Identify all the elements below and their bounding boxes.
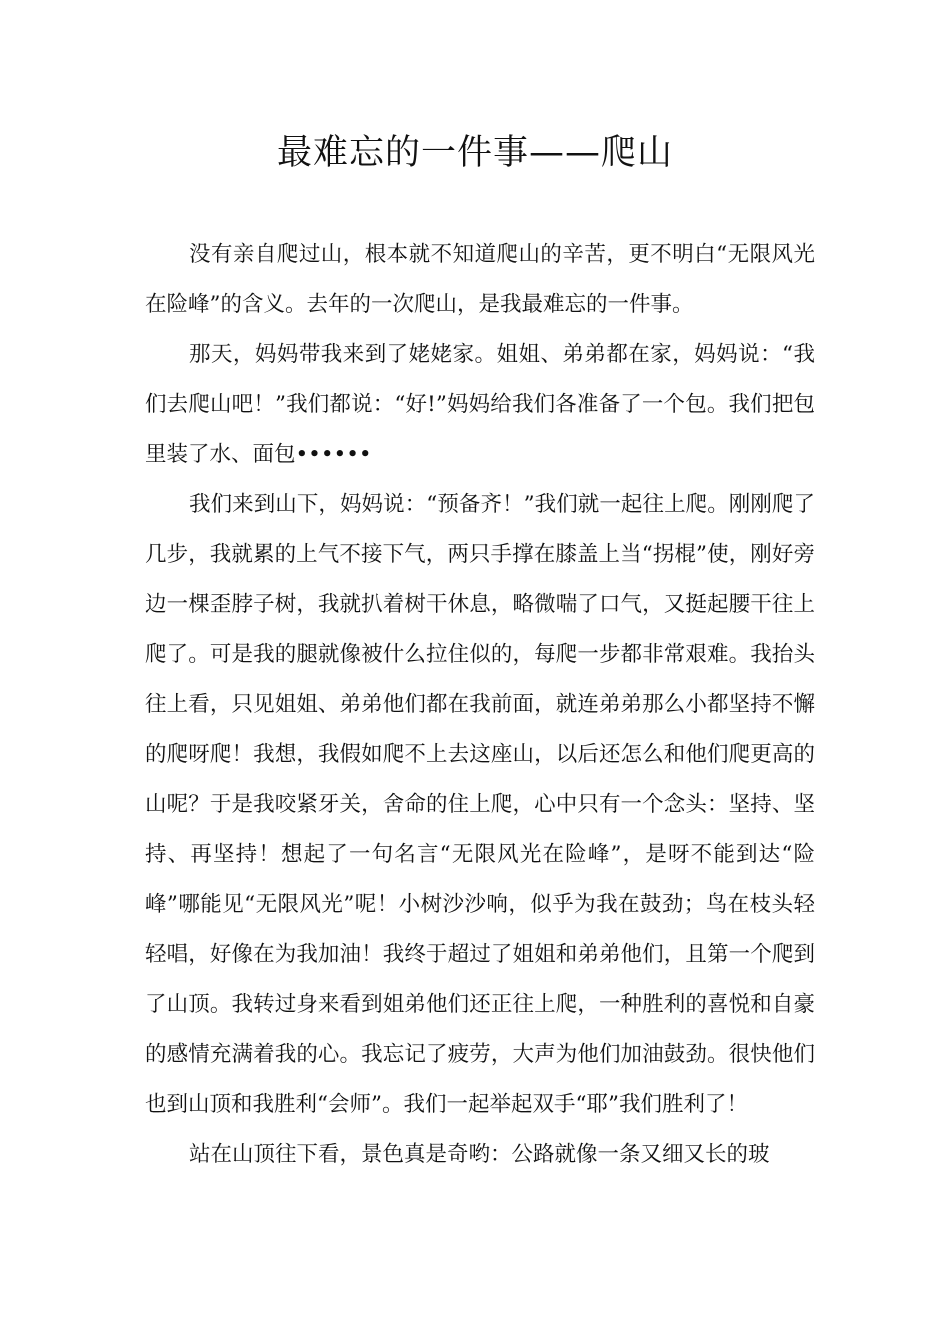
paragraph-3: 我们来到山下，妈妈说：“预备齐！”我们就一起往上爬。刚刚爬了几步，我就累的上气不接下气，两只手撑在膝盖上当“拐棍”使，刚好旁边一棵歪脖子树，我就扒着树干休息，略微喘了口气，又挺起腰干往上爬了。可是我的腿就像被什么拉住似的，每爬一步都非常艰难。我抬头往上看，只见姐姐、弟弟他们都在我前面，就连弟弟那么小都坚持不懈的爬呀爬！我想，我假如爬不上去这座山，以后还怎么和他们爬更高的山呢？于是我咬紧牙关，舍命的住上爬，心中只有一个念头：坚持、坚持、再坚持！想起了一句名言“无限风光在险峰”，是呀不能到达“险峰”哪能见“无限风光”呢！小树沙沙响，似乎为我在鼓劲；鸟在枝头轻轻唱，好像在为我加油！我终于超过了姐姐和弟弟他们，且第一个爬到了山顶。我转过身来看到姐弟他们还正往上爬，一种胜利的喜悦和自豪的感情充满着我的心。我忘记了疲劳，大声为他们加油鼓劲。很快他们也到山顶和我胜利“会师”。我们一起举起双手“耶”我们胜利了！ (145, 492, 815, 1117)
paragraph-1: 没有亲自爬过山，根本就不知道爬山的辛苦，更不明白“无限风光在险峰”的含义。去年的一次爬山，是我最难忘的一件事。 (145, 242, 815, 317)
paragraph-2: 那天，妈妈带我来到了姥姥家。姐姐、弟弟都在家，妈妈说：“我们去爬山吧！”我们都说：“好!”妈妈给我们各准备了一个包。我们把包里装了水、面包•••••• (145, 342, 815, 467)
paragraph-4: 站在山顶往下看，景色真是奇哟：公路就像一条又细又长的玻 (189, 1142, 770, 1167)
document-body (145, 230, 815, 1180)
document-title: 最难忘的一件事——爬山 (276, 133, 673, 173)
